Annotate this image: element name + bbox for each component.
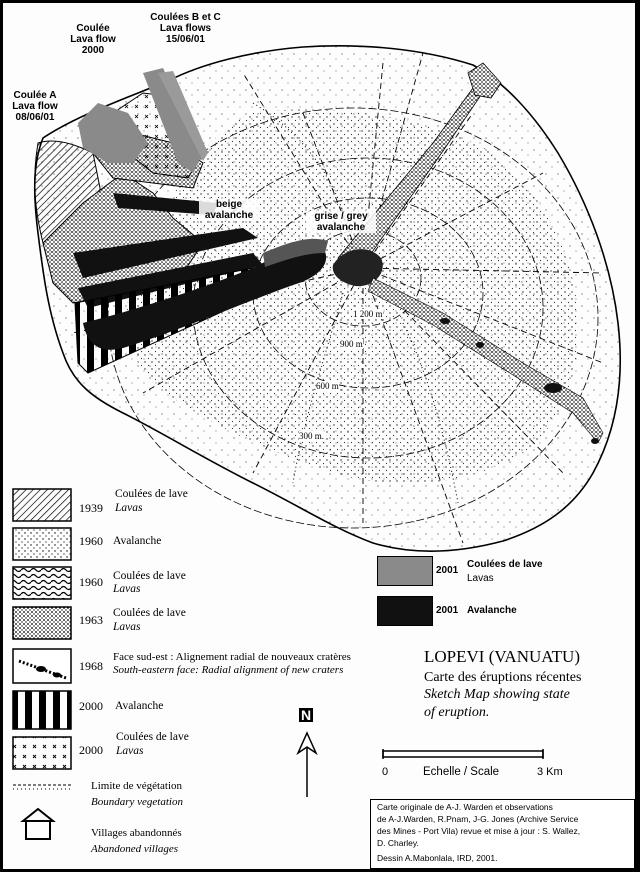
legend-year-1939: 1939 xyxy=(79,501,103,515)
label-line: avalanche xyxy=(316,222,366,233)
label-line: Coulée A xyxy=(13,90,57,101)
swatch-2001-lavas xyxy=(377,556,433,586)
label-line: Lava flows xyxy=(159,23,212,34)
map-subtitle-fr: Carte des éruptions récentes xyxy=(424,670,582,685)
legend-year-2001-avalanche: 2001 xyxy=(436,605,459,616)
legend-fr-1960a: Avalanche xyxy=(113,535,162,547)
legend-year-2000b: 2000 xyxy=(79,743,103,757)
scale-bar xyxy=(381,745,551,765)
label-line: grise / grey xyxy=(314,211,368,222)
credit-line: de A-J.Warden, R.Pnam, J-G. Jones (Archive Service xyxy=(377,814,579,824)
credit-line: des Mines - Port Vila) revue et mise à jour : S. Wallez, xyxy=(377,826,581,836)
legend-en-1960b: Lavas xyxy=(113,583,141,595)
map-subtitle-en-1: Sketch Map showing state xyxy=(424,687,570,702)
label-line: Coulée xyxy=(76,23,110,34)
legend-en-1939: Lavas xyxy=(115,502,143,514)
legend-fr-2000b: Coulées de lave xyxy=(116,731,189,743)
label-line: 15/06/01 xyxy=(166,34,205,45)
contour-label-600: 600 m xyxy=(316,381,339,391)
north-label: N xyxy=(301,707,312,723)
legend-villages-fr: Villages abandonnés xyxy=(91,827,182,839)
label-line: Coulées B et C xyxy=(150,12,221,23)
legend-year-1960b: 1960 xyxy=(79,575,103,589)
legend-fr-2001-lavas: Coulées de lave xyxy=(467,559,543,570)
label-line: avalanche xyxy=(204,210,254,221)
swatch-1960-lavas xyxy=(13,567,71,599)
legend-year-1960a: 1960 xyxy=(79,534,103,548)
credits-box xyxy=(370,799,635,869)
legend-fr-2000a: Avalanche xyxy=(115,700,164,712)
legend-fr-1968: Face sud-est : Alignement radial de nouveaux cratères xyxy=(113,651,351,663)
label-coulees-bc xyxy=(138,12,233,45)
map-subtitle-en-2: of eruption. xyxy=(424,705,490,720)
legend-year-2000a: 2000 xyxy=(79,699,103,713)
contour-label-300: 300 m. xyxy=(299,431,325,441)
swatch-1939 xyxy=(13,489,71,521)
swatch-1968 xyxy=(13,649,71,683)
credit-line: Carte originale de A-J. Warden et observations xyxy=(377,802,553,812)
label-line: 08/06/01 xyxy=(15,112,55,123)
legend-en-1963: Lavas xyxy=(113,621,141,633)
legend-villages-en: Abandoned villages xyxy=(91,843,179,855)
contour-label-1200: 1 200 m xyxy=(353,309,383,319)
label-line: Lava flow xyxy=(70,34,116,45)
label-coulee-a xyxy=(3,90,67,123)
legend-fr-1963: Coulées de lave xyxy=(113,607,186,619)
label-coulee-2000 xyxy=(48,23,138,56)
legend-year-1968: 1968 xyxy=(79,659,103,673)
swatch-1960-avalanche xyxy=(13,528,71,560)
swatch-2000-avalanche xyxy=(13,691,71,729)
legend-en-1968: South-eastern face: Radial alignment of new craters xyxy=(113,664,344,676)
scale-start: 0 xyxy=(382,766,389,778)
legend-vegetation-en: Boundary vegetation xyxy=(91,796,183,808)
legend-year-1963: 1963 xyxy=(79,613,103,627)
legend-swatches xyxy=(11,483,81,863)
credit-line: Dessin A.Mabonlala, IRD, 2001. xyxy=(377,853,498,863)
swatch-2000-lavas xyxy=(13,737,71,769)
legend-year-2001-lavas: 2001 xyxy=(436,565,459,576)
label-beige-avalanche xyxy=(199,199,259,221)
credit-line: D. Charley. xyxy=(377,838,419,848)
legend-fr-1960b: Coulées de lave xyxy=(113,570,186,582)
map-sheet xyxy=(3,3,635,869)
label-line: Lava flow xyxy=(12,101,58,112)
swatch-1963 xyxy=(13,607,71,639)
village-icon xyxy=(23,809,53,839)
map-title: LOPEVI (VANUATU) xyxy=(424,647,580,666)
legend-fr-1939: Coulées de lave xyxy=(115,488,188,500)
scale-label: Echelle / Scale xyxy=(423,766,500,778)
label-grey-avalanche xyxy=(306,211,376,233)
label-line: 2000 xyxy=(81,45,105,56)
legend-en-2001-lavas: Lavas xyxy=(467,573,494,584)
legend-en-2000b: Lavas xyxy=(116,745,144,757)
legend-fr-2001-avalanche: Avalanche xyxy=(467,605,517,616)
legend-vegetation-fr: Limite de végétation xyxy=(91,780,183,792)
label-line: beige xyxy=(215,199,243,210)
contour-label-900: 900 m xyxy=(340,339,363,349)
scale-end: 3 Km xyxy=(537,766,563,778)
north-arrow-icon xyxy=(292,729,322,799)
swatch-2001-avalanche xyxy=(377,596,433,626)
